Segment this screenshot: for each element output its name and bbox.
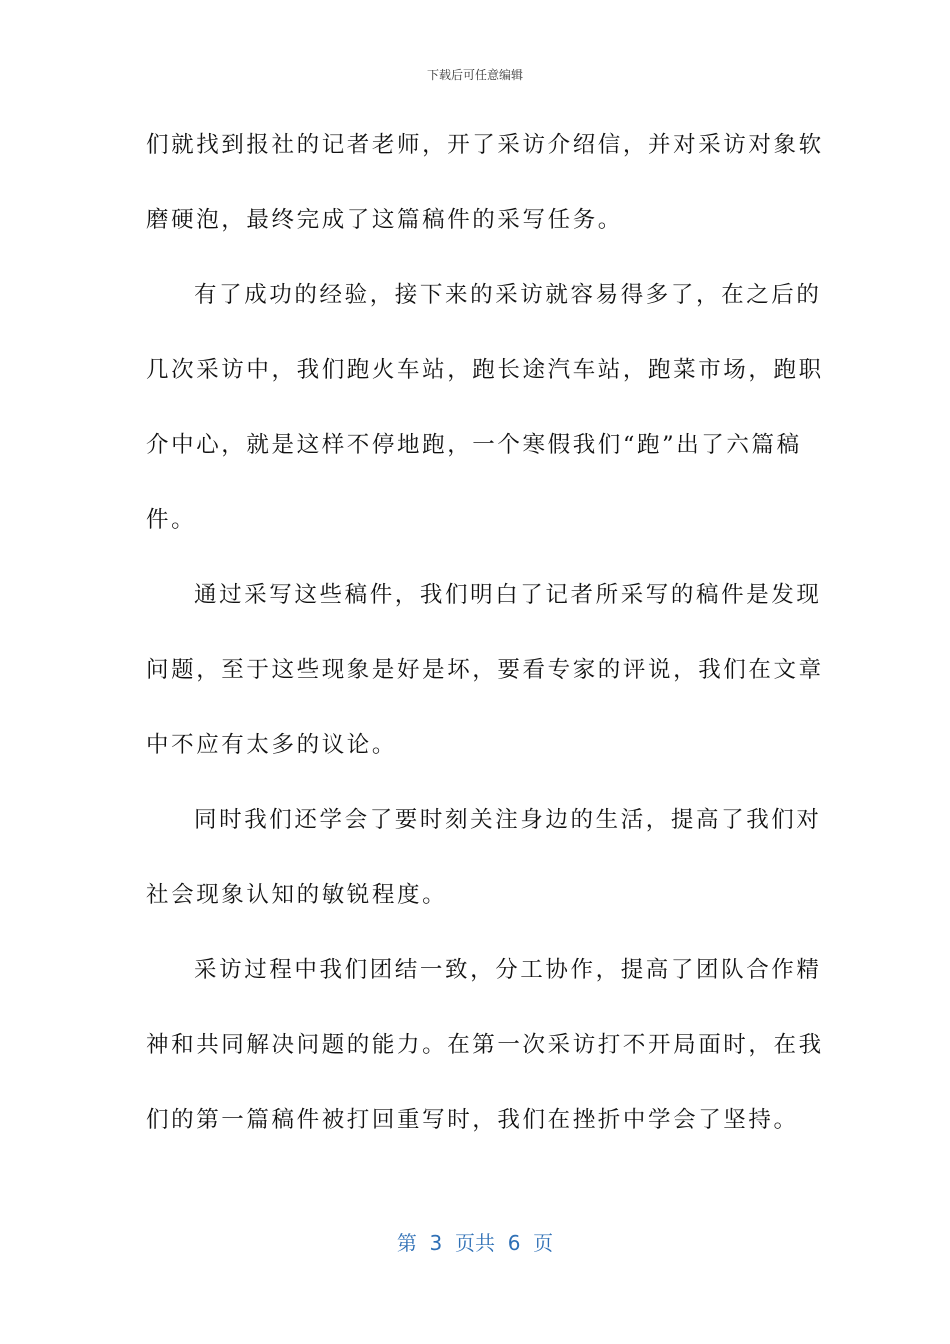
- text-line: 问题，至于这些现象是好是坏，要看专家的评说，我们在文章: [146, 657, 824, 683]
- text-line: 中不应有太多的议论。: [146, 732, 398, 758]
- page-number-footer: 第 3 页共 6 页: [396, 1231, 554, 1255]
- text-line: 磨硬泡，最终完成了这篇稿件的采写任务。: [146, 207, 623, 233]
- text-line: 们的第一篇稿件被打回重写时，我们在挫折中学会了坚持。: [146, 1107, 799, 1133]
- page-header-note: 下载后可任意编辑: [426, 68, 523, 82]
- text-line: 几次采访中，我们跑火车站，跑长途汽车站，跑菜市场，跑职: [146, 357, 824, 383]
- text-line: 同时我们还学会了要时刻关注身边的生活，提高了我们对: [194, 807, 822, 833]
- text-line: 件。: [146, 507, 197, 533]
- text-line: 神和共同解决问题的能力。在第一次采访打不开局面时，在我: [146, 1032, 824, 1058]
- text-line: 介中心，就是这样不停地跑，一个寒假我们“跑”出了六篇稿: [146, 432, 802, 458]
- text-line: 有了成功的经验，接下来的采访就容易得多了，在之后的: [194, 282, 822, 308]
- text-line: 采访过程中我们团结一致，分工协作，提高了团队合作精: [194, 957, 822, 983]
- text-line: 们就找到报社的记者老师，开了采访介绍信，并对采访对象软: [146, 132, 824, 158]
- text-line: 社会现象认知的敏锐程度。: [146, 882, 448, 908]
- text-line: 通过采写这些稿件，我们明白了记者所采写的稿件是发现: [194, 582, 822, 608]
